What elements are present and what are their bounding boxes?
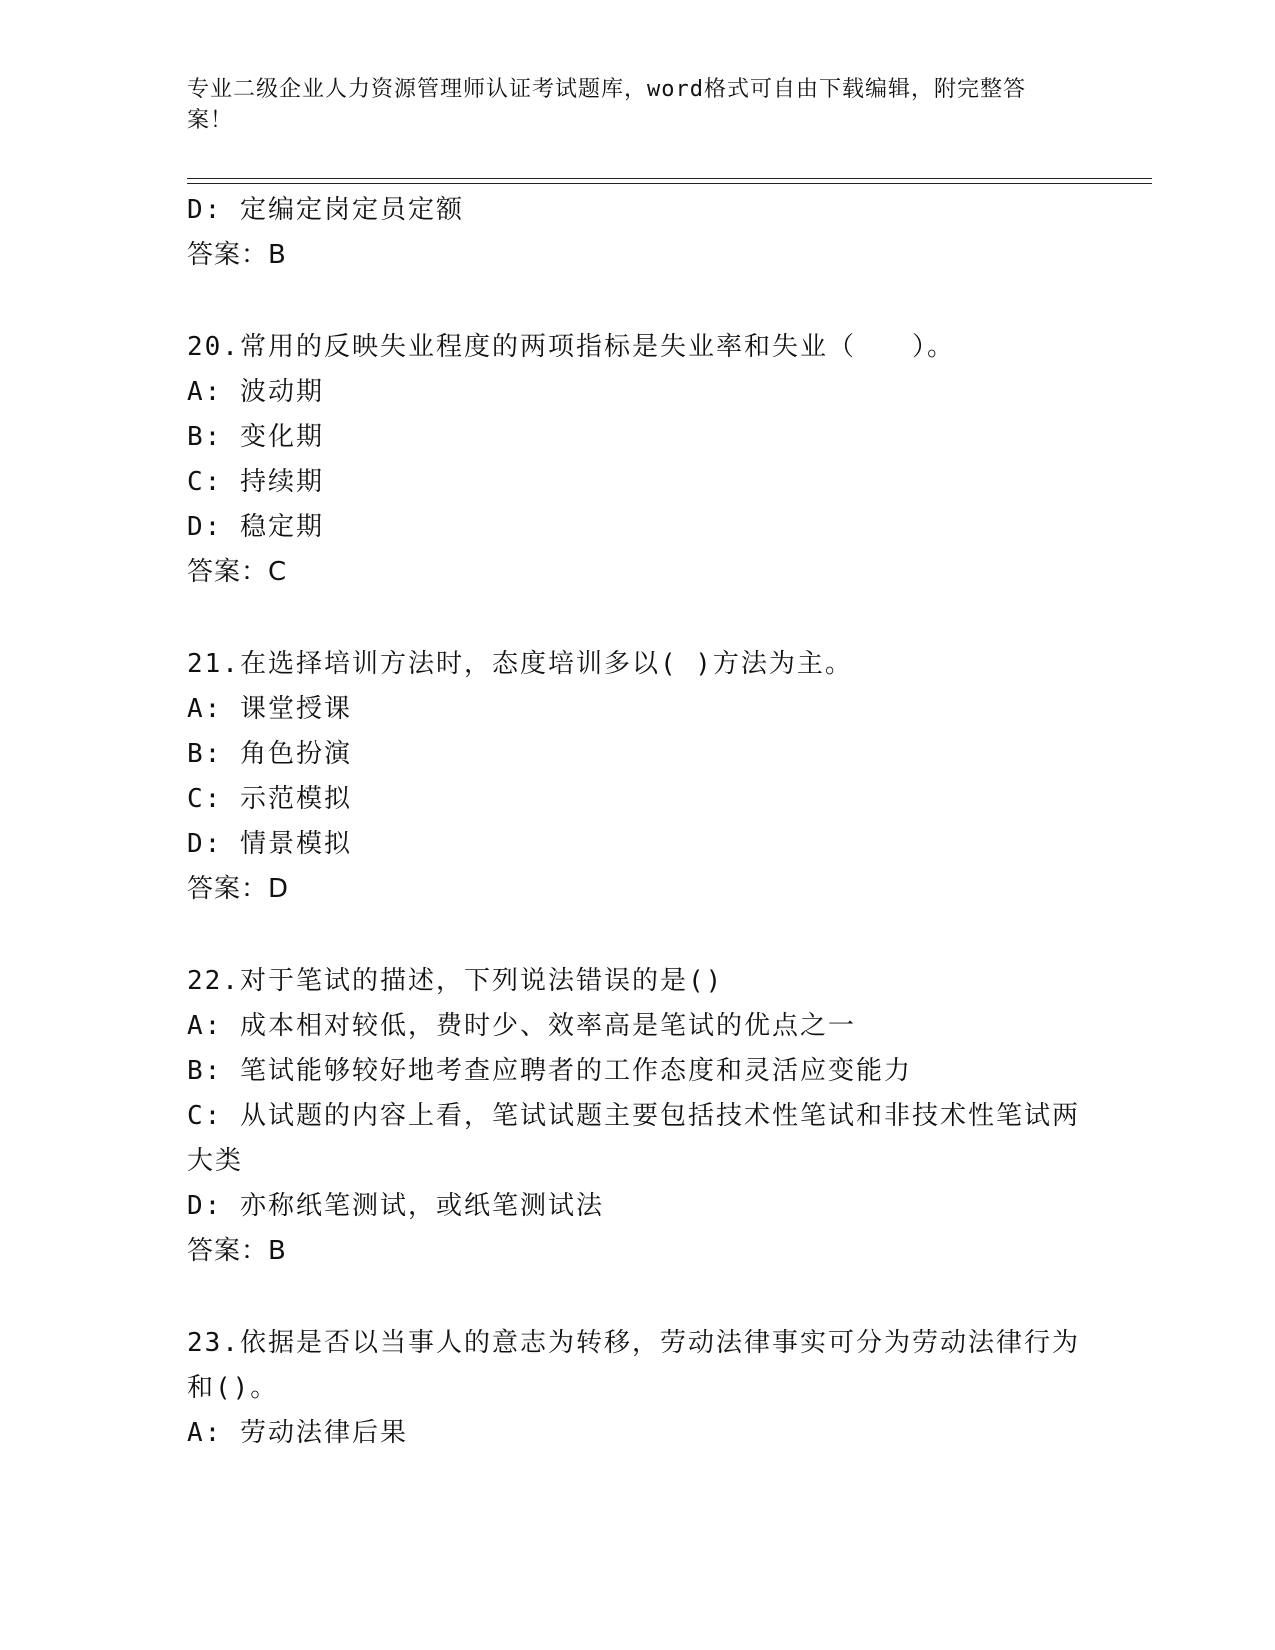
answer-line: 答案：C — [187, 557, 288, 587]
answer-line: 答案：B — [187, 1236, 287, 1266]
option-line: A: 成本相对较低，费时少、效率高是笔试的优点之一 — [187, 1011, 856, 1041]
question-list — [187, 188, 1087, 1456]
option-line: C: 持续期 — [187, 467, 324, 497]
question-20: 20.常用的反映失业程度的两项指标是失业率和失业（ ）。 — [187, 332, 955, 362]
option-line: A: 波动期 — [187, 377, 324, 407]
document-header: 专业二级企业人力资源管理师认证考试题库，word格式可自由下载编辑，附完整答案！ — [187, 77, 1026, 133]
option-line: A: 劳动法律后果 — [187, 1418, 408, 1448]
answer-line: 答案：D — [187, 874, 290, 904]
option-line: A: 课堂授课 — [187, 694, 352, 724]
answer-line: 答案：B — [187, 240, 287, 270]
question-23: 23.依据是否以当事人的意志为转移，劳动法律事实可分为劳动法律行为和()。 — [187, 1328, 1080, 1403]
spacer — [187, 1274, 1087, 1321]
option-line: C: 从试题的内容上看，笔试试题主要包括技术性笔试和非技术性笔试两大类 — [187, 1101, 1080, 1176]
option-line: B: 角色扮演 — [187, 739, 352, 769]
spacer — [187, 912, 1087, 959]
option-line: D: 亦称纸笔测试，或纸笔测试法 — [187, 1191, 604, 1221]
option-line: D: 情景模拟 — [187, 829, 352, 859]
option-line: C: 示范模拟 — [187, 784, 352, 814]
option-line: D: 定编定岗定员定额 — [187, 195, 464, 225]
option-line: B: 变化期 — [187, 422, 324, 452]
spacer — [187, 595, 1087, 642]
question-22: 22.对于笔试的描述，下列说法错误的是() — [187, 966, 724, 996]
header-rule-top — [187, 178, 1152, 179]
option-line: B: 笔试能够较好地考查应聘者的工作态度和灵活应变能力 — [187, 1056, 912, 1086]
header-rule-bottom — [187, 183, 1152, 184]
question-21: 21.在选择培训方法时，态度培训多以( )方法为主。 — [187, 649, 853, 679]
option-line: D: 稳定期 — [187, 512, 324, 542]
spacer — [187, 278, 1087, 325]
